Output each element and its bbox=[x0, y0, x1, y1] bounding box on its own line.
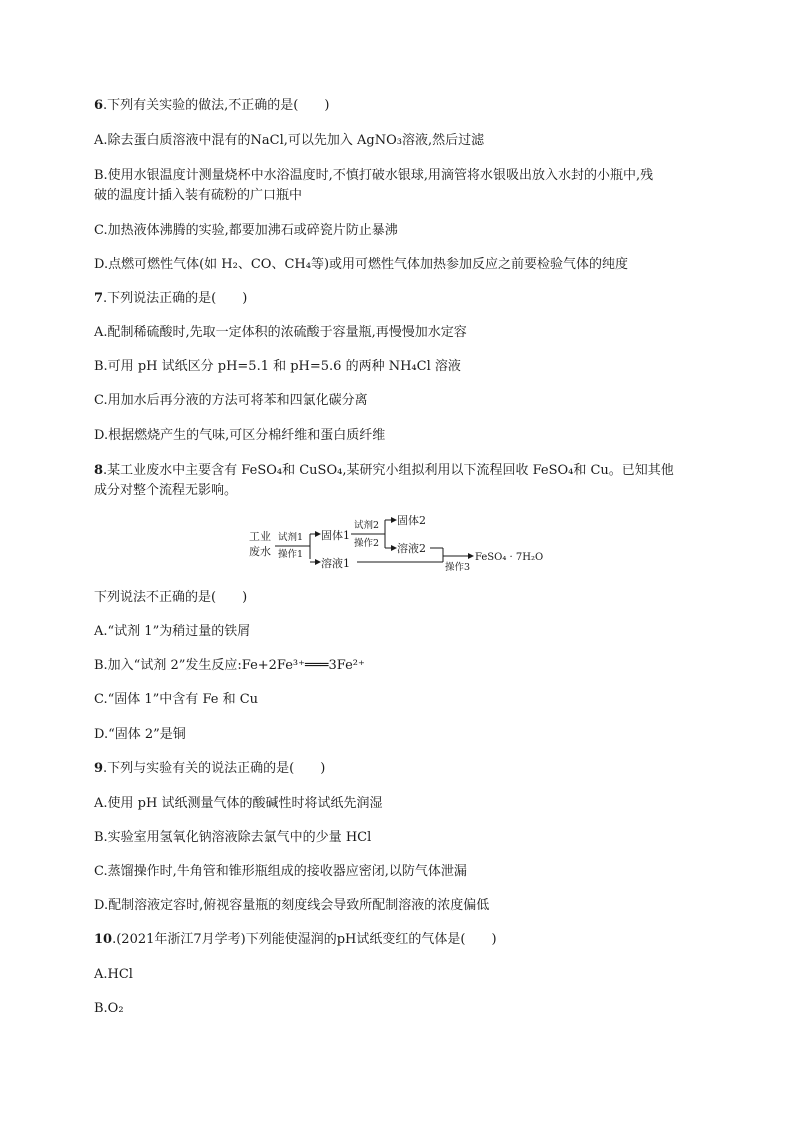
question-10-option-b: B.O₂ bbox=[94, 1001, 124, 1016]
flow-op1: 操作1 bbox=[278, 549, 304, 560]
flow-solution2: 溶液2 bbox=[397, 542, 426, 555]
flow-solid2: 固体2 bbox=[397, 514, 426, 527]
question-7-option-d: D.根据燃烧产生的气味,可区分棉纤维和蛋白质纤维 bbox=[94, 428, 386, 443]
question-6-option-d: D.点燃可燃性气体(如 H₂、CO、CH₄等)或用可燃性气体加热参加反应之前要检验气体的纯度 bbox=[94, 257, 629, 272]
process-flow-diagram bbox=[245, 512, 555, 574]
stem-text: .下列与实验有关的说法正确的是( ) bbox=[103, 761, 326, 776]
question-number: 10 bbox=[94, 932, 113, 947]
question-6-option-b-line1: B.使用水银温度计测量烧杯中水浴温度时,不慎打破水银球,用滴管将水银吸出放入水封的小瓶中,残 bbox=[94, 168, 654, 183]
flow-reagent1: 试剂1 bbox=[278, 532, 304, 543]
question-7-option-c: C.用加水后再分液的方法可将苯和四氯化碳分离 bbox=[94, 393, 368, 408]
flow-start-top: 工业 bbox=[249, 530, 271, 543]
stem-text: .某工业废水中主要含有 FeSO₄和 CuSO₄,某研究小组拟利用以下流程回收 FeSO₄和 Cu。已知其他 bbox=[103, 463, 674, 478]
flow-product: FeSO₄ · 7H₂O bbox=[475, 552, 544, 563]
flow-start-bottom: 废水 bbox=[249, 545, 271, 558]
question-8-option-a: A.“试剂 1”为稍过量的铁屑 bbox=[94, 624, 251, 639]
question-8-option-d: D.“固体 2”是铜 bbox=[94, 727, 186, 742]
question-number: 8 bbox=[94, 463, 104, 478]
question-8-ask: 下列说法不正确的是( ) bbox=[94, 590, 248, 605]
stem-text: .下列有关实验的做法,不正确的是( ) bbox=[103, 98, 330, 113]
question-8-stem-line1 bbox=[94, 462, 674, 479]
question-7-option-a: A.配制稀硫酸时,先取一定体积的浓硫酸于容量瓶,再慢慢加水定容 bbox=[94, 325, 467, 340]
question-9-stem bbox=[94, 760, 325, 777]
question-9-option-a: A.使用 pH 试纸测量气体的酸碱性时将试纸先润湿 bbox=[94, 796, 383, 811]
question-10-option-a: A.HCl bbox=[94, 967, 133, 982]
question-8-option-b: B.加入“试剂 2”发生反应:Fe+2Fe³⁺═══3Fe²⁺ bbox=[94, 658, 365, 673]
question-9-option-d: D.配制溶液定容时,俯视容量瓶的刻度线会导致所配制溶液的浓度偏低 bbox=[94, 898, 490, 913]
question-7-stem bbox=[94, 290, 247, 307]
flow-solid1: 固体1 bbox=[321, 529, 350, 542]
question-6-option-a: A.除去蛋白质溶液中混有的NaCl,可以先加入 AgNO₃溶液,然后过滤 bbox=[94, 133, 485, 148]
question-10-stem bbox=[94, 931, 497, 948]
question-6-option-c: C.加热液体沸腾的实验,都要加沸石或碎瓷片防止暴沸 bbox=[94, 223, 398, 238]
question-7-option-b: B.可用 pH 试纸区分 pH=5.1 和 pH=5.6 的两种 NH₄Cl 溶液 bbox=[94, 359, 461, 374]
question-number: 9 bbox=[94, 761, 104, 776]
question-9-option-b: B.实验室用氢氧化钠溶液除去氯气中的少量 HCl bbox=[94, 830, 372, 845]
stem-text: .下列说法正确的是( ) bbox=[103, 291, 248, 306]
question-number: 7 bbox=[94, 291, 104, 306]
stem-text: .(2021年浙江7月学考)下列能使湿润的pH试纸变红的气体是( ) bbox=[112, 932, 497, 947]
question-6-option-b-line2: 破的温度计插入装有硫粉的广口瓶中 bbox=[94, 188, 303, 203]
flow-solution1: 溶液1 bbox=[321, 557, 350, 570]
question-9-option-c: C.蒸馏操作时,牛角管和锥形瓶组成的接收器应密闭,以防气体泄漏 bbox=[94, 864, 467, 879]
question-number: 6 bbox=[94, 98, 104, 113]
flow-op2: 操作2 bbox=[354, 538, 380, 549]
question-8-stem-line2: 成分对整个流程无影响。 bbox=[94, 483, 238, 498]
flow-reagent2: 试剂2 bbox=[354, 520, 380, 531]
question-6-stem bbox=[94, 97, 329, 114]
flow-op3: 操作3 bbox=[445, 562, 471, 573]
question-8-option-c: C.“固体 1”中含有 Fe 和 Cu bbox=[94, 692, 259, 707]
